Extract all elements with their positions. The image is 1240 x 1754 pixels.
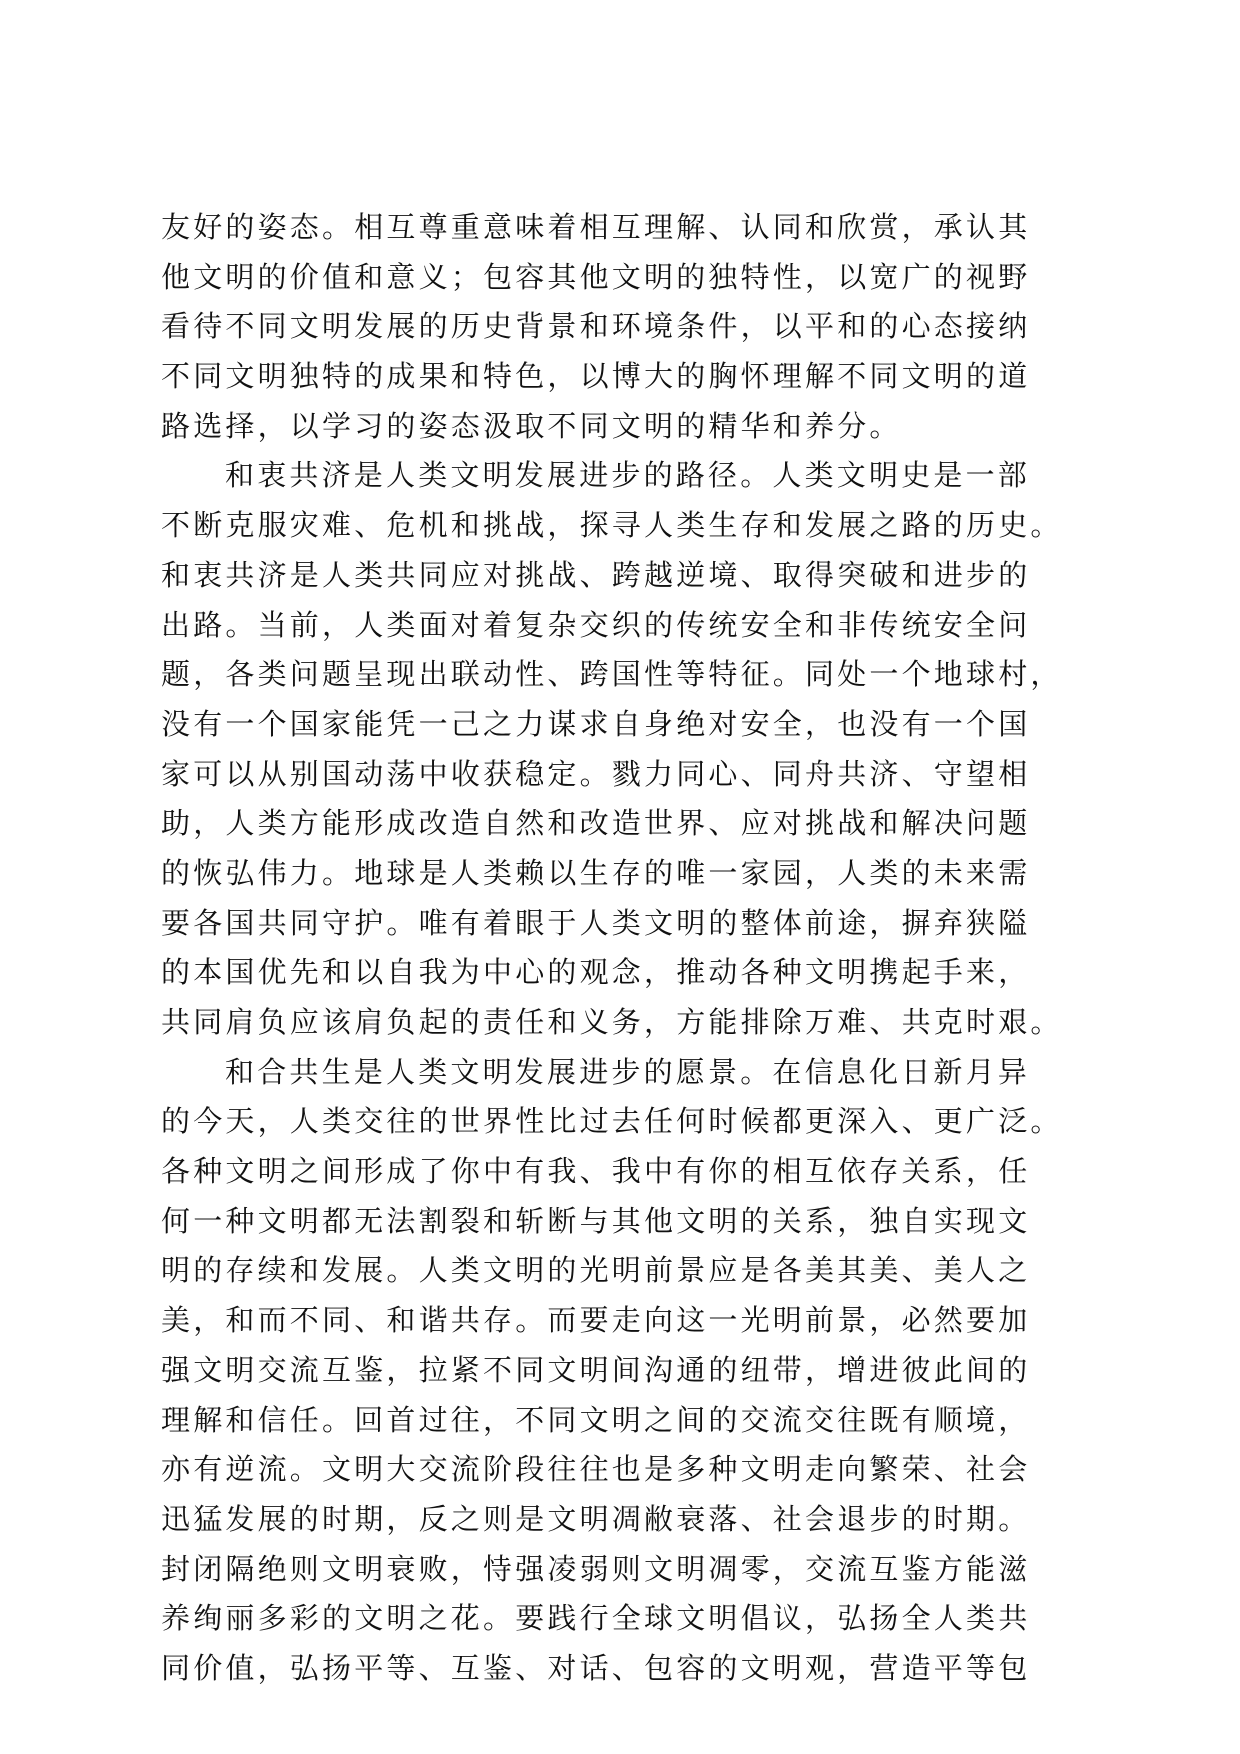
paragraph	[161, 203, 1091, 451]
text-line: 和衷共济是人类文明发展进步的路径。人类文明史是一部	[225, 458, 1031, 493]
text-line: 明的存续和发展。人类文明的光明前景应是各美其美、美人之	[161, 1253, 1031, 1288]
text-line: 养绚丽多彩的文明之花。要践行全球文明倡议，弘扬全人类共	[161, 1601, 1031, 1636]
text-line: 助，人类方能形成改造自然和改造世界、应对挑战和解决问题	[161, 806, 1031, 841]
text-line: 要各国共同守护。唯有着眼于人类文明的整体前途，摒弃狭隘	[161, 905, 1031, 940]
body-text	[161, 203, 1091, 1694]
text-line: 的本国优先和以自我为中心的观念，推动各种文明携起手来，	[161, 955, 1031, 990]
text-line: 理解和信任。回首过往，不同文明之间的交流交往既有顺境，	[161, 1402, 1031, 1437]
text-line: 不同文明独特的成果和特色，以博大的胸怀理解不同文明的道	[161, 359, 1031, 394]
text-line: 没有一个国家能凭一己之力谋求自身绝对安全，也没有一个国	[161, 706, 1031, 741]
text-line: 强文明交流互鉴，拉紧不同文明间沟通的纽带，增进彼此间的	[161, 1352, 1031, 1387]
text-line: 封闭隔绝则文明衰败，恃强凌弱则文明凋零，交流互鉴方能滋	[161, 1551, 1031, 1586]
text-line: 各种文明之间形成了你中有我、我中有你的相互依存关系，任	[161, 1154, 1031, 1189]
text-line: 迅猛发展的时期，反之则是文明凋敝衰落、社会退步的时期。	[161, 1501, 1031, 1536]
text-line: 同价值，弘扬平等、互鉴、对话、包容的文明观，营造平等包	[161, 1650, 1031, 1685]
paragraph	[161, 451, 1091, 1047]
text-line: 美，和而不同、和谐共存。而要走向这一光明前景，必然要加	[161, 1303, 1031, 1338]
text-line: 的恢弘伟力。地球是人类赖以生存的唯一家园，人类的未来需	[161, 855, 1031, 890]
text-line: 看待不同文明发展的历史背景和环境条件，以平和的心态接纳	[161, 309, 1031, 344]
text-line: 共同肩负应该肩负起的责任和义务，方能排除万难、共克时艰。	[161, 1005, 1063, 1039]
text-line: 何一种文明都无法割裂和斩断与其他文明的关系，独自实现文	[161, 1203, 1031, 1238]
text-line: 和衷共济是人类共同应对挑战、跨越逆境、取得突破和进步的	[161, 557, 1031, 592]
text-line: 的今天，人类交往的世界性比过去任何时候都更深入、更广泛。	[161, 1104, 1063, 1139]
paragraph	[161, 1048, 1091, 1694]
text-line: 题，各类问题呈现出联动性、跨国性等特征。同处一个地球村，	[161, 657, 1063, 692]
text-line: 和合共生是人类文明发展进步的愿景。在信息化日新月异	[225, 1054, 1031, 1089]
text-line: 亦有逆流。文明大交流阶段往往也是多种文明走向繁荣、社会	[161, 1452, 1031, 1487]
text-line: 家可以从别国动荡中收获稳定。戮力同心、同舟共济、守望相	[161, 756, 1031, 791]
text-line: 他文明的价值和意义；包容其他文明的独特性，以宽广的视野	[161, 259, 1031, 294]
text-line: 路选择，以学习的姿态汲取不同文明的精华和养分。	[161, 408, 902, 443]
text-line: 出路。当前，人类面对着复杂交织的传统安全和非传统安全问	[161, 607, 1031, 642]
text-line: 不断克服灾难、危机和挑战，探寻人类生存和发展之路的历史。	[161, 508, 1063, 543]
text-line: 友好的姿态。相互尊重意味着相互理解、认同和欣赏，承认其	[161, 210, 1031, 244]
